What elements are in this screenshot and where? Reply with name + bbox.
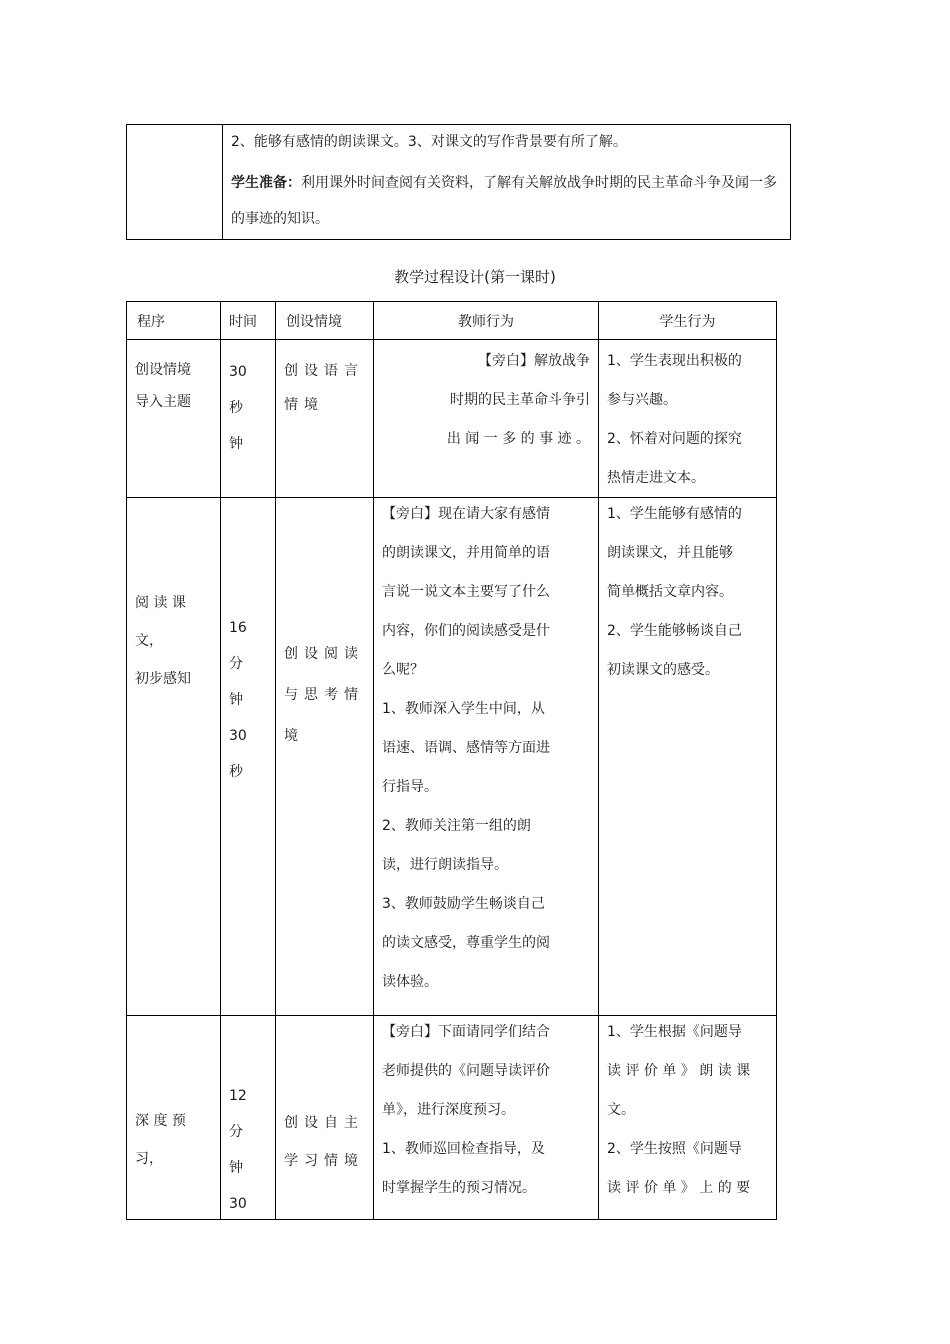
row3-student-cell xyxy=(598,1015,777,1220)
row2-procedure-cell xyxy=(126,497,221,1016)
header-student: 学生行为 xyxy=(598,301,777,340)
header-situation: 创设情境 xyxy=(275,301,374,340)
student-prep-text: 利用课外时间查阅有关资料，了解有关解放战争时期的民主革命斗争及闻一多的事迹的知识。 xyxy=(231,175,777,227)
row2-teacher-cell xyxy=(373,497,599,1016)
row3-procedure: 深 度 预 习， xyxy=(135,1113,186,1167)
row1-teacher: 【旁白】解放战争 时期的民主革命斗争引 出 闻 一 多 的 事 迹 。 xyxy=(446,353,590,447)
row1-time: 30 秒 钟 xyxy=(229,364,247,452)
row1-procedure: 创设情境 导入主题 xyxy=(135,362,191,410)
row2-situation-cell xyxy=(275,497,374,1016)
row3-situation: 创设自主 学习情境 xyxy=(284,1115,364,1169)
row1-situation: 创设语言 情境 xyxy=(284,363,364,413)
student-prep xyxy=(231,165,782,237)
row1-student-cell xyxy=(598,339,777,498)
row2-teacher: 【旁白】现在请大家有感情 的朗读课文，并用简单的语 言说一说文本主要写了什么 内容，你们的阅读感受是什 么呢？ 1、教师深入学生中间，从 语速、语调、感情等方面进 行指导。 2、教师关注第一组的朗 读，进行朗读指导。 3、教师鼓励学生畅谈自己 的读文感受，尊重学生的阅 读体验。 xyxy=(382,506,550,990)
objective-line: 2、能够有感情的朗读课文。3、对课文的写作背景要有所了解。 xyxy=(231,134,627,150)
row3-teacher-cell xyxy=(373,1015,599,1220)
row3-procedure-cell xyxy=(126,1015,221,1220)
row2-student-cell xyxy=(598,497,777,1016)
row1-situation-cell xyxy=(275,339,374,498)
row2-time: 16 分 钟 30 秒 xyxy=(229,620,247,780)
row1-student: 1、学生表现出积极的 参与兴趣。 2、怀着对问题的探究 热情走进文本。 xyxy=(607,353,742,486)
row2-time-cell xyxy=(220,497,276,1016)
row3-situation-cell xyxy=(275,1015,374,1220)
row3-time: 12 分 钟 30 xyxy=(229,1088,247,1212)
row3-time-cell xyxy=(220,1015,276,1220)
row1-procedure-cell xyxy=(126,339,221,498)
top-table-left-cell xyxy=(127,125,223,239)
row2-situation: 创设阅读 与思考情 境 xyxy=(284,646,364,744)
row2-student: 1、学生能够有感情的 朗读课文，并且能够 简单概括文章内容。 2、学生能够畅谈自己 初读课文的感受。 xyxy=(607,506,742,678)
row1-teacher-cell xyxy=(373,339,599,498)
header-time: 时间 xyxy=(220,301,276,340)
row2-procedure: 阅 读 课 文， 初步感知 xyxy=(135,595,191,687)
section-title: 教学过程设计(第一课时) xyxy=(394,268,556,286)
row3-student: 1、学生根据《问题导 读 评 价 单 》 朗 读 课 文。 2、学生按照《问题导 读 评 价 单 》 上 的 要 xyxy=(607,1024,751,1196)
row1-time-cell xyxy=(220,339,276,498)
header-procedure: 程序 xyxy=(126,301,221,340)
header-teacher: 教师行为 xyxy=(373,301,599,340)
student-prep-label: 学生准备： xyxy=(231,175,301,191)
top-table xyxy=(126,124,791,240)
row3-teacher: 【旁白】下面请同学们结合 老师提供的《问题导读评价 单》，进行深度预习。 1、教师巡回检查指导，及 时掌握学生的预习情况。 xyxy=(382,1024,550,1196)
